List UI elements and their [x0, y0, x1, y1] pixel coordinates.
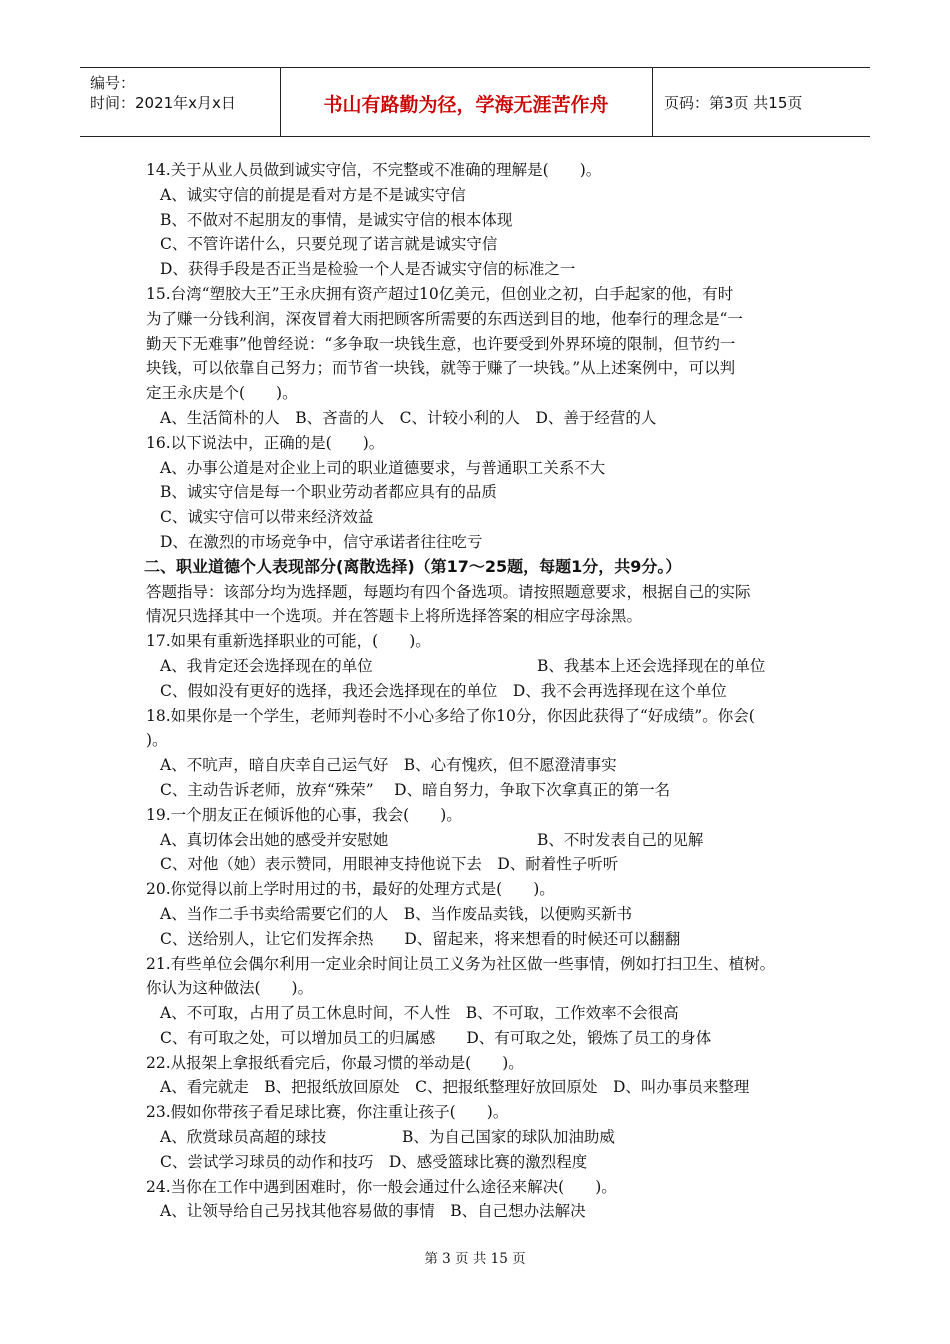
header-page-number: 页码：第3页 共15页 [664, 94, 803, 112]
answer-option-line [146, 828, 826, 853]
answer-option-line: A、诚实守信的前提是看对方是不是诚实守信 [160, 185, 466, 204]
question-text-line: 你认为这种做法( )。 [146, 979, 314, 998]
answer-option-line: A、不可取，占用了员工休息时间，不人性 B、不可取，工作效率不会很高 [160, 1004, 679, 1023]
answer-option-line [146, 1125, 826, 1150]
question-text-line: 15.台湾“塑胶大王”王永庆拥有资产超过10亿美元，但创业之初，白手起家的他，有时 [146, 284, 734, 303]
question-text-line: 23.假如你带孩子看足球比赛，你注重让孩子( )。 [146, 1103, 509, 1122]
answer-option-line: A、当作二手书卖给需要它们的人 B、当作废品卖钱，以便购买新书 [160, 904, 633, 923]
question-text-line: 块钱，可以依靠自己努力；而节省一块钱，就等于赚了一块钱。”从上述案例中，可以判 [146, 359, 736, 378]
answer-option-line: C、不管许诺什么，只要兑现了诺言就是诚实守信 [160, 235, 498, 254]
header-page-cell [652, 68, 870, 136]
question-text-line: 20.你觉得以前上学时用过的书，最好的处理方式是( )。 [146, 880, 555, 899]
question-content [146, 158, 826, 1224]
answer-option-line: C、对他（她）表示赞同，用眼神支持他说下去 D、耐着性子听听 [160, 855, 619, 874]
answer-option-line: D、获得手段是否正当是检验一个人是否诚实守信的标准之一 [160, 260, 576, 279]
answer-option-line: D、在激烈的市场竞争中，信守承诺者往往吃亏 [160, 532, 483, 551]
answer-option-line: C、有可取之处，可以增加员工的归属感 D、有可取之处，锻炼了员工的身体 [160, 1028, 712, 1047]
answer-option-line: C、诚实守信可以带来经济效益 [160, 508, 374, 527]
answer-option-line [146, 654, 826, 679]
header-info-cell [80, 68, 281, 136]
question-text-line: 勤天下无难事”他曾经说：“多争取一块钱生意，也许要受到外界环境的限制，但节约一 [146, 334, 736, 353]
question-text-line: 16.以下说法中，正确的是( )。 [146, 433, 385, 452]
answer-option-line: C、送给别人，让它们发挥余热 D、留起来，将来想看的时候还可以翻翻 [160, 929, 681, 948]
option-text: A、我肯定还会选择现在的单位 [160, 656, 373, 675]
option-text: B、我基本上还会选择现在的单位 [537, 656, 766, 675]
question-text-line: 定王永庆是个( )。 [146, 384, 298, 403]
page-header [80, 67, 870, 137]
question-text-line: 情况只选择其中一个选项。并在答题卡上将所选择答案的相应字母涂黑。 [146, 607, 643, 626]
header-motto: 书山有路勤为径，学海无涯苦作舟 [323, 94, 609, 116]
document-time-label: 时间：2021年x月x日 [90, 94, 236, 112]
question-text-line: )。 [146, 731, 168, 750]
option-text: B、为自己国家的球队加油助威 [402, 1128, 615, 1147]
answer-option-line: C、假如没有更好的选择，我还会选择现在的单位 D、我不会再选择现在这个单位 [160, 681, 727, 700]
page-footer: 第 3 页 共 15 页 [424, 1251, 526, 1267]
option-text: A、欣赏球员高超的球技 [160, 1128, 327, 1147]
answer-option-line: A、办事公道是对企业上司的职业道德要求，与普通职工关系不大 [160, 458, 606, 477]
question-text-line: 为了赚一分钱利润，深夜冒着大雨把顾客所需要的东西送到目的地，他奉行的理念是“一 [146, 309, 743, 328]
question-text-line: 答题指导：该部分均为选择题，每题均有四个备选项。请按照题意要求，根据自己的实际 [146, 582, 751, 601]
question-text-line: 17.如果有重新选择职业的可能，( )。 [146, 632, 431, 651]
answer-option-line: A、看完就走 B、把报纸放回原处 C、把报纸整理好放回原处 D、叫办事员来整理 [160, 1078, 750, 1097]
answer-option-line: A、生活简朴的人 B、吝啬的人 C、计较小利的人 D、善于经营的人 [160, 408, 657, 427]
header-motto-cell [280, 68, 653, 136]
section-heading: 二、职业道德个人表现部分(离散选择)（第17～25题，每题1分，共9分。） [144, 556, 682, 576]
option-text: B、不时发表自己的见解 [537, 830, 704, 849]
question-text-line: 22.从报架上拿报纸看完后，你最习惯的举动是( )。 [146, 1053, 524, 1072]
answer-option-line: B、诚实守信是每一个职业劳动者都应具有的品质 [160, 483, 497, 502]
question-text-line: 24.当你在工作中遇到困难时，你一般会通过什么途径来解决( )。 [146, 1177, 617, 1196]
option-text: A、真切体会出她的感受并安慰她 [160, 830, 389, 849]
question-text-line: 14.关于从业人员做到诚实守信，不完整或不准确的理解是( )。 [146, 161, 602, 179]
answer-option-line: B、不做对不起朋友的事情，是诚实守信的根本体现 [160, 210, 513, 229]
answer-option-line: C、尝试学习球员的动作和技巧 D、感受篮球比赛的激烈程度 [160, 1152, 588, 1171]
question-text-line: 19.一个朋友正在倾诉他的心事，我会( )。 [146, 805, 462, 824]
answer-option-line: C、主动告诉老师，放弃“殊荣” D、暗自努力，争取下次拿真正的第一名 [160, 780, 671, 799]
question-text-line: 21.有些单位会偶尔利用一定业余时间让员工义务为社区做一些事情，例如打扫卫生、植树。 [146, 954, 776, 973]
answer-option-line: A、不吭声，暗自庆幸自己运气好 B、心有愧疚，但不愿澄清事实 [160, 756, 617, 775]
answer-option-line: A、让领导给自己另找其他容易做的事情 B、自己想办法解决 [160, 1202, 586, 1221]
question-text-line: 18.如果你是一个学生，老师判卷时不小心多给了你10分，你因此获得了“好成绩”。你会( [146, 706, 755, 725]
document-number-label: 编号： [90, 74, 136, 92]
